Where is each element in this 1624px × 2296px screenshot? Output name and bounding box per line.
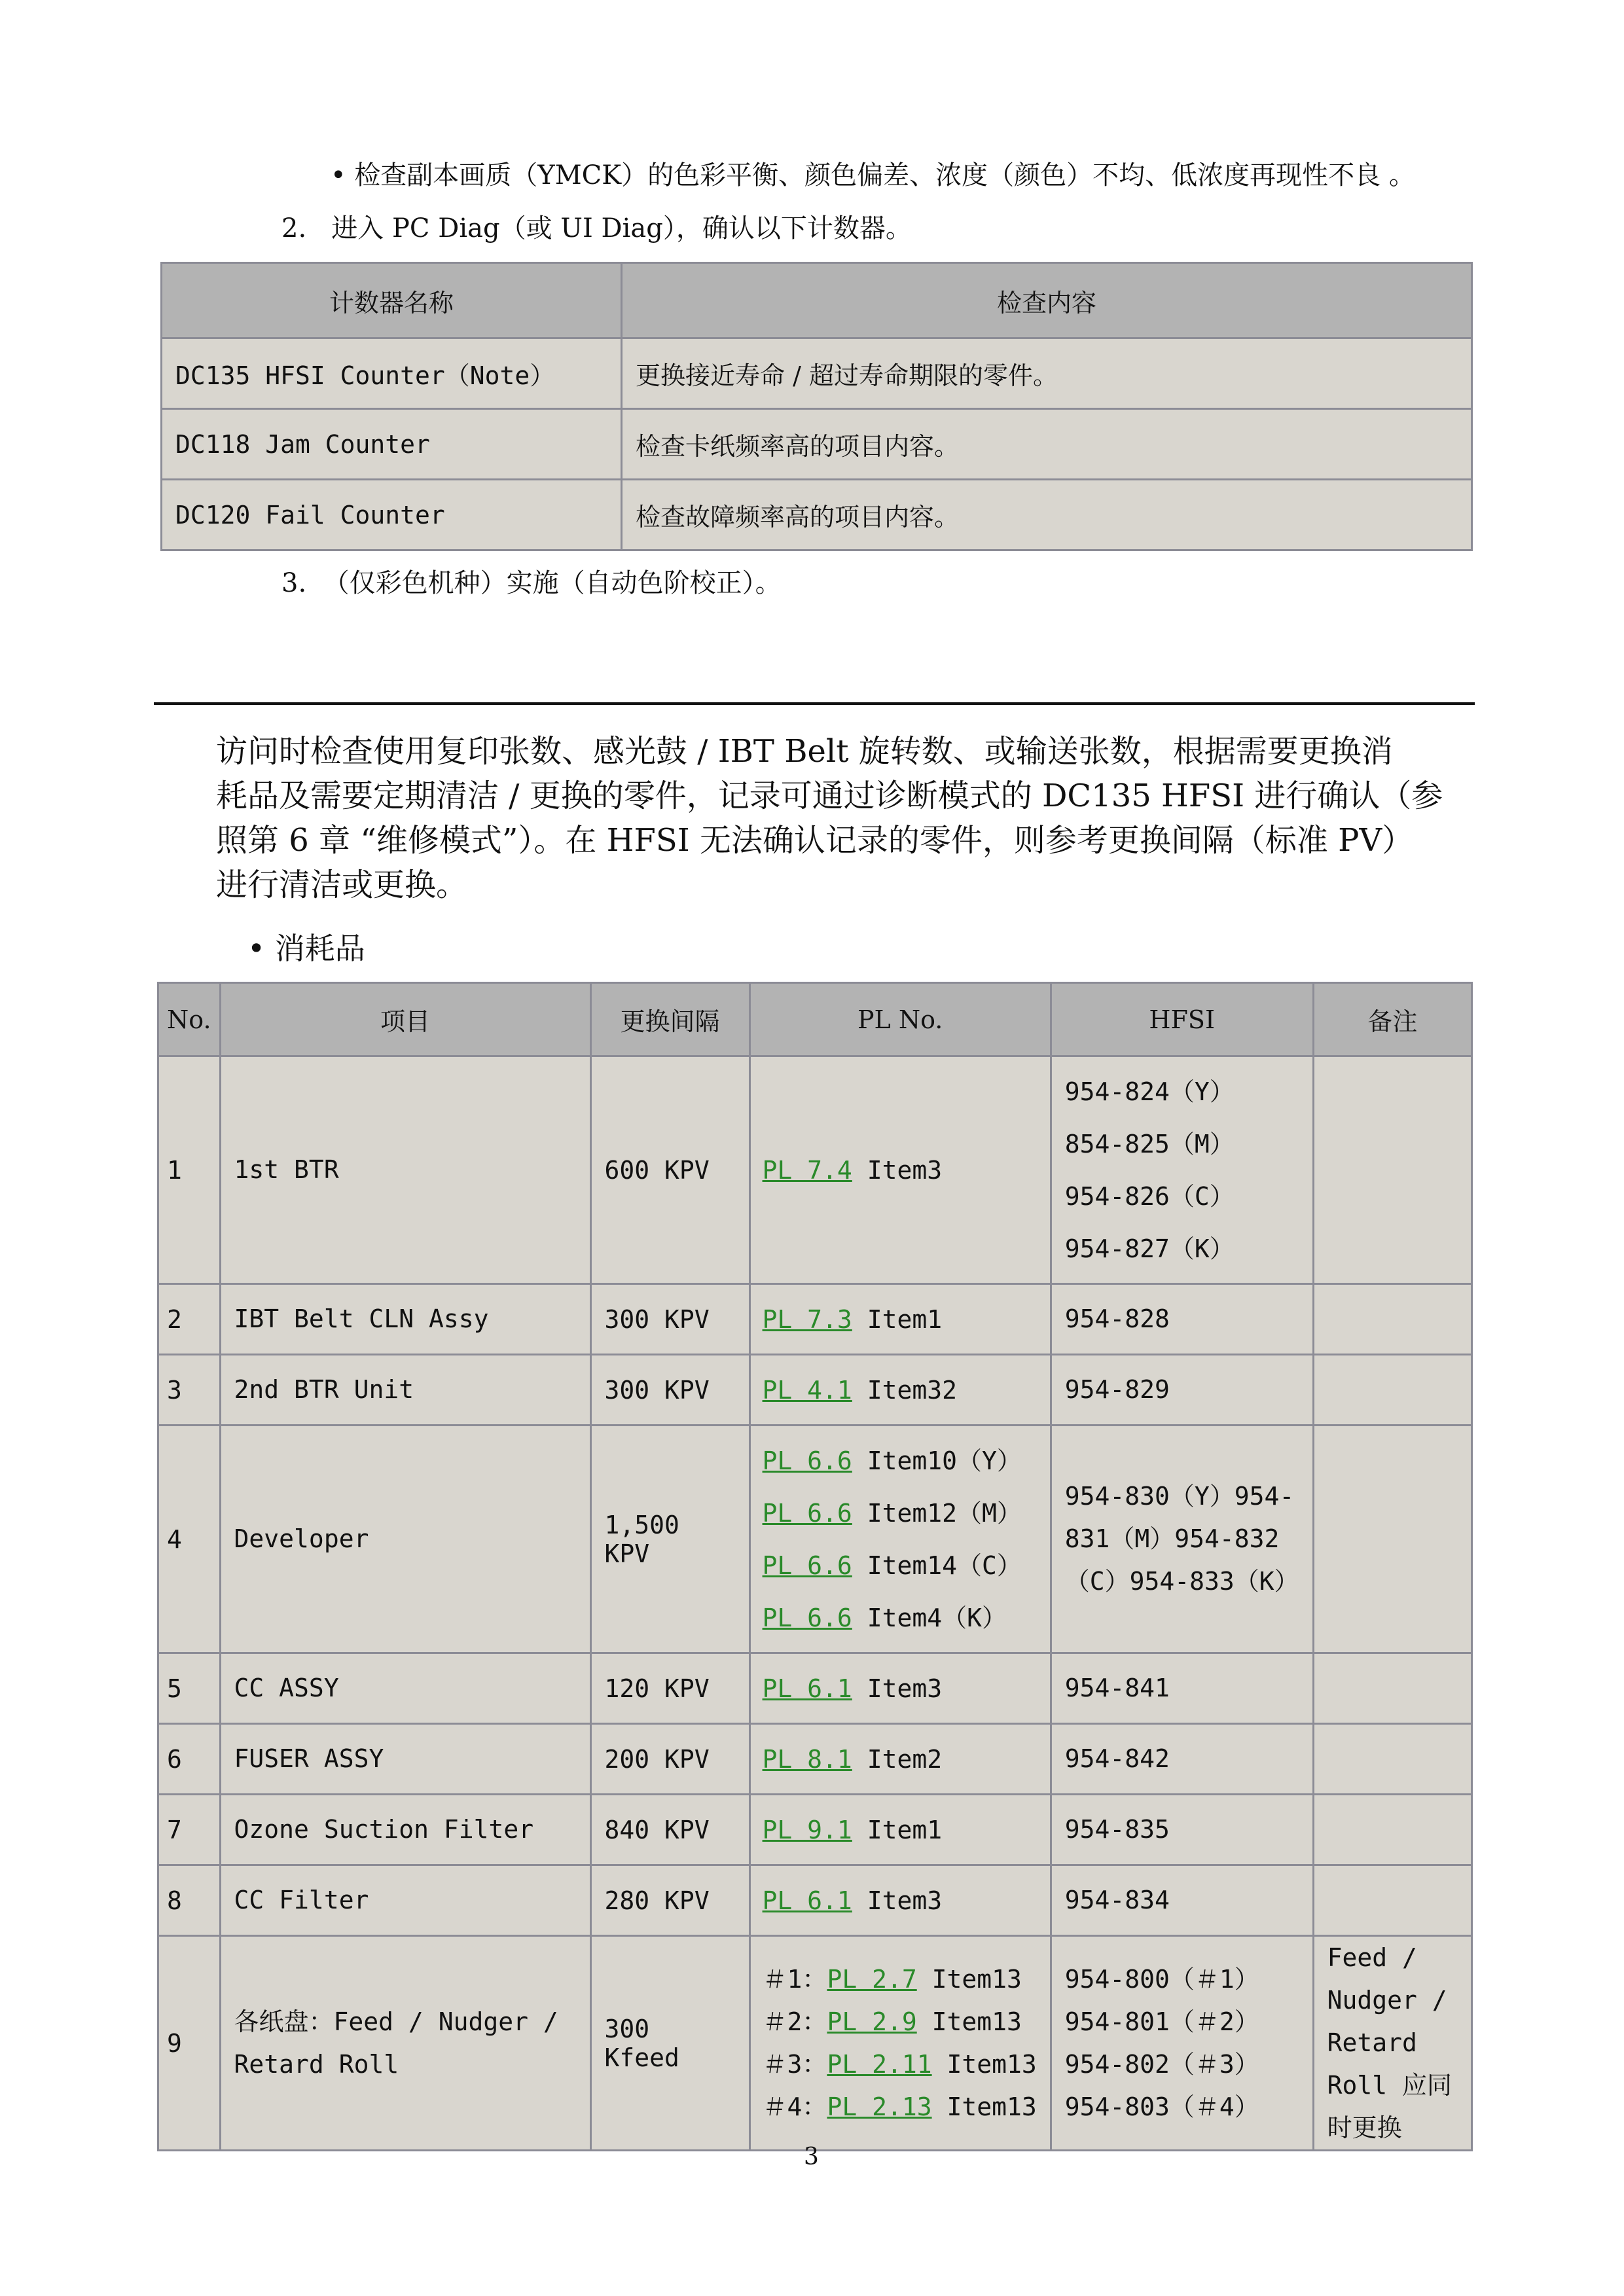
pl-line bbox=[763, 2086, 1037, 2128]
hfsi-code: 954-800（＃1） bbox=[1064, 1964, 1259, 1994]
row-item: Ozone Suction Filter bbox=[220, 1795, 590, 1865]
header-hfsi: HFSI bbox=[1051, 983, 1313, 1056]
row-pl-no bbox=[749, 1653, 1051, 1724]
pl-tray-prefix: ＃2： bbox=[762, 2007, 827, 2036]
quality-check-text: 检查副本画质（YMCK）的色彩平衡、颜色偏差、浓度（颜色）不均、低浓度再现性不良 。 bbox=[354, 160, 1415, 190]
consumable-row bbox=[158, 1865, 1472, 1936]
pl-item-ref: Item13 bbox=[931, 2049, 1037, 2079]
hfsi-code: 954-830（Y）954- bbox=[1064, 1482, 1295, 1511]
pl-line bbox=[763, 1874, 1037, 1927]
pl-link[interactable]: PL 2.7 bbox=[827, 1964, 917, 1994]
row-item: IBT Belt CLN Assy bbox=[220, 1284, 590, 1355]
consumables-body bbox=[158, 1056, 1472, 2151]
row-note: Feed / Nudger / Retard Roll 应同时更换 bbox=[1313, 1936, 1471, 2151]
pl-list bbox=[763, 1874, 1037, 1927]
row-note bbox=[1313, 1795, 1471, 1865]
row-interval: 600 KPV bbox=[590, 1056, 749, 1284]
row-note bbox=[1313, 1355, 1471, 1426]
pl-line bbox=[763, 1662, 1037, 1715]
pl-link[interactable]: PL 2.11 bbox=[827, 2049, 932, 2079]
paragraph-line-3: 照第 6 章 “维修模式”）。在 HFSI 无法确认记录的零件，则参考更换间隔（标准 PV） bbox=[216, 822, 1414, 859]
hfsi-list bbox=[1065, 1298, 1299, 1340]
row-note bbox=[1313, 1284, 1471, 1355]
pl-item-ref: Item1 bbox=[852, 1815, 943, 1844]
pl-item-ref: Item13 bbox=[931, 2092, 1037, 2121]
consumable-row bbox=[158, 1284, 1472, 1355]
row-item: 2nd BTR Unit bbox=[220, 1355, 590, 1426]
row-pl-no bbox=[749, 1865, 1051, 1936]
row-note bbox=[1313, 1426, 1471, 1653]
pl-link[interactable]: PL 6.6 bbox=[762, 1498, 852, 1528]
hfsi-code: 954-842 bbox=[1064, 1744, 1170, 1773]
pl-line bbox=[763, 1293, 1037, 1346]
pl-link[interactable]: PL 7.3 bbox=[762, 1304, 852, 1334]
row-no: 7 bbox=[158, 1795, 221, 1865]
row-interval: 120 KPV bbox=[590, 1653, 749, 1724]
hfsi-list bbox=[1065, 1958, 1299, 2128]
step-3: 3. （仅彩色机种）实施（自动色阶校正）。 bbox=[281, 568, 782, 598]
pl-item-ref: Item1 bbox=[852, 1304, 943, 1334]
pl-item-ref: Item13 bbox=[916, 1964, 1022, 1994]
row-note bbox=[1313, 1865, 1471, 1936]
consumable-row bbox=[158, 1795, 1472, 1865]
row-pl-no bbox=[749, 1355, 1051, 1426]
pl-item-ref: Item3 bbox=[852, 1155, 943, 1185]
row-note bbox=[1313, 1724, 1471, 1795]
counter-row-1-content: 更换接近寿命 / 超过寿命期限的零件。 bbox=[622, 338, 1472, 409]
consumables-bullet bbox=[247, 931, 365, 967]
pl-list bbox=[763, 1293, 1037, 1346]
pl-link[interactable]: PL 7.4 bbox=[762, 1155, 852, 1185]
pl-line bbox=[763, 1435, 1037, 1487]
hfsi-code: 954-802（＃3） bbox=[1064, 2049, 1259, 2079]
row-interval: 300 KPV bbox=[590, 1284, 749, 1355]
pl-list bbox=[763, 1733, 1037, 1785]
row-no: 6 bbox=[158, 1724, 221, 1795]
pl-tray-prefix: ＃1： bbox=[762, 1964, 827, 1994]
row-interval: 300 Kfeed bbox=[590, 1936, 749, 2151]
hfsi-list bbox=[1065, 1879, 1299, 1922]
consumable-row bbox=[158, 1653, 1472, 1724]
row-interval: 200 KPV bbox=[590, 1724, 749, 1795]
row-item: Developer bbox=[220, 1426, 590, 1653]
hfsi-code: （C）954-833（K） bbox=[1064, 1567, 1299, 1596]
row-hfsi bbox=[1051, 1355, 1313, 1426]
row-pl-no bbox=[749, 1426, 1051, 1653]
pl-line bbox=[763, 1733, 1037, 1785]
hfsi-code: 954-835 bbox=[1064, 1815, 1170, 1844]
pl-item-ref: Item3 bbox=[852, 1674, 943, 1703]
bullet-dot: • bbox=[247, 931, 266, 966]
counter-row-3-content: 检查故障频率高的项目内容。 bbox=[622, 480, 1472, 550]
header-note: 备注 bbox=[1313, 983, 1471, 1056]
hfsi-code: 954-841 bbox=[1064, 1674, 1170, 1702]
pl-item-ref: Item32 bbox=[852, 1375, 957, 1405]
pl-line bbox=[763, 1487, 1037, 1539]
row-hfsi bbox=[1051, 1795, 1313, 1865]
section-divider bbox=[154, 702, 1475, 705]
row-no: 1 bbox=[158, 1056, 221, 1284]
hfsi-list bbox=[1065, 1475, 1299, 1603]
row-no: 4 bbox=[158, 1426, 221, 1653]
pl-link[interactable]: PL 6.1 bbox=[762, 1886, 852, 1915]
quality-check-bullet bbox=[331, 160, 1415, 191]
hfsi-list bbox=[1065, 1667, 1299, 1710]
pl-list bbox=[763, 1804, 1037, 1856]
counter-row-2-content: 检查卡纸频率高的项目内容。 bbox=[622, 409, 1472, 480]
header-pl-no: PL No. bbox=[749, 983, 1051, 1056]
header-check-content: 检查内容 bbox=[622, 263, 1472, 338]
pl-link[interactable]: PL 6.6 bbox=[762, 1446, 852, 1475]
row-interval: 300 KPV bbox=[590, 1355, 749, 1426]
pl-item-ref: Item14（C） bbox=[852, 1551, 1022, 1580]
pl-item-ref: Item12（M） bbox=[852, 1498, 1022, 1528]
row-item: CC Filter bbox=[220, 1865, 590, 1936]
consumable-row bbox=[158, 1724, 1472, 1795]
paragraph-line-4: 进行清洁或更换。 bbox=[216, 867, 468, 903]
pl-line bbox=[763, 1539, 1037, 1592]
row-item: 1st BTR bbox=[220, 1056, 590, 1284]
pl-line bbox=[763, 1364, 1037, 1416]
row-hfsi bbox=[1051, 1936, 1313, 2151]
counter-table bbox=[160, 262, 1473, 551]
hfsi-list bbox=[1065, 1808, 1299, 1851]
row-pl-no bbox=[749, 1724, 1051, 1795]
row-pl-no bbox=[749, 1056, 1051, 1284]
hfsi-code: 954-826（C） bbox=[1064, 1181, 1235, 1211]
header-interval: 更换间隔 bbox=[590, 983, 749, 1056]
pl-line bbox=[763, 1804, 1037, 1856]
row-interval: 840 KPV bbox=[590, 1795, 749, 1865]
row-note bbox=[1313, 1653, 1471, 1724]
row-interval: 280 KPV bbox=[590, 1865, 749, 1936]
pl-link[interactable]: PL 8.1 bbox=[762, 1744, 852, 1774]
pl-line bbox=[763, 1144, 1037, 1196]
page-number: 3 bbox=[804, 2144, 819, 2170]
hfsi-list bbox=[1065, 1066, 1299, 1275]
row-hfsi bbox=[1051, 1724, 1313, 1795]
hfsi-code: 954-829 bbox=[1064, 1375, 1170, 1404]
step-2: 2. 进入 PC Diag（或 UI Diag），确认以下计数器。 bbox=[281, 213, 912, 243]
counter-row-1-name: DC135 HFSI Counter（Note） bbox=[162, 338, 622, 409]
hfsi-code: 954-824（Y） bbox=[1064, 1077, 1235, 1106]
hfsi-code: 954-827（K） bbox=[1064, 1234, 1235, 1263]
maintenance-paragraph bbox=[216, 729, 1443, 907]
counter-row-3-name: DC120 Fail Counter bbox=[162, 480, 622, 550]
hfsi-code: 954-834 bbox=[1064, 1886, 1170, 1914]
row-note bbox=[1313, 1056, 1471, 1284]
pl-list bbox=[763, 1662, 1037, 1715]
header-no: No. bbox=[158, 983, 221, 1056]
row-hfsi bbox=[1051, 1653, 1313, 1724]
pl-line bbox=[763, 2043, 1037, 2086]
pl-tray-prefix: ＃3： bbox=[762, 2049, 827, 2079]
row-hfsi bbox=[1051, 1056, 1313, 1284]
consumables-table bbox=[157, 982, 1473, 2151]
row-no: 3 bbox=[158, 1355, 221, 1426]
pl-link[interactable]: PL 9.1 bbox=[762, 1815, 852, 1844]
consumables-heading: 消耗品 bbox=[274, 931, 365, 966]
counter-row-2-name: DC118 Jam Counter bbox=[162, 409, 622, 480]
pl-line bbox=[763, 2001, 1037, 2043]
pl-list bbox=[763, 1364, 1037, 1416]
row-hfsi bbox=[1051, 1284, 1313, 1355]
row-no: 8 bbox=[158, 1865, 221, 1936]
pl-item-ref: Item4（K） bbox=[852, 1603, 1007, 1632]
hfsi-code: 954-828 bbox=[1064, 1304, 1170, 1333]
consumable-row bbox=[158, 1936, 1472, 2151]
pl-line bbox=[763, 1592, 1037, 1644]
pl-link[interactable]: PL 6.6 bbox=[762, 1551, 852, 1580]
pl-list bbox=[763, 1144, 1037, 1196]
pl-item-ref: Item10（Y） bbox=[852, 1446, 1022, 1475]
hfsi-list bbox=[1065, 1369, 1299, 1411]
pl-item-ref: Item3 bbox=[852, 1886, 943, 1915]
row-no: 2 bbox=[158, 1284, 221, 1355]
paragraph-line-2: 耗品及需要定期清洁 / 更换的零件，记录可通过诊断模式的 DC135 HFSI 进行确认（参 bbox=[216, 778, 1443, 814]
header-item: 项目 bbox=[220, 983, 590, 1056]
bullet-dot: • bbox=[331, 160, 346, 190]
pl-link[interactable]: PL 6.1 bbox=[762, 1674, 852, 1703]
hfsi-code: 854-825（M） bbox=[1064, 1129, 1235, 1158]
hfsi-list bbox=[1065, 1738, 1299, 1780]
pl-link[interactable]: PL 2.13 bbox=[827, 2092, 932, 2121]
consumable-row bbox=[158, 1056, 1472, 1284]
row-hfsi bbox=[1051, 1865, 1313, 1936]
hfsi-code: 954-803（＃4） bbox=[1064, 2092, 1259, 2121]
row-interval: 1,500 KPV bbox=[590, 1426, 749, 1653]
row-pl-no bbox=[749, 1936, 1051, 2151]
pl-tray-prefix: ＃4： bbox=[762, 2092, 827, 2121]
row-item: CC ASSY bbox=[220, 1653, 590, 1724]
hfsi-code: 954-801（＃2） bbox=[1064, 2007, 1259, 2036]
row-item: 各纸盘：Feed / Nudger / Retard Roll bbox=[220, 1936, 590, 2151]
pl-list bbox=[763, 1435, 1037, 1644]
row-no: 9 bbox=[158, 1936, 221, 2151]
pl-link[interactable]: PL 2.9 bbox=[827, 2007, 917, 2036]
row-item: FUSER ASSY bbox=[220, 1724, 590, 1795]
pl-line bbox=[763, 1958, 1037, 2001]
row-pl-no bbox=[749, 1284, 1051, 1355]
pl-link[interactable]: PL 4.1 bbox=[762, 1375, 852, 1405]
consumable-row bbox=[158, 1355, 1472, 1426]
pl-link[interactable]: PL 6.6 bbox=[762, 1603, 852, 1632]
row-no: 5 bbox=[158, 1653, 221, 1724]
hfsi-code: 831（M）954-832 bbox=[1064, 1524, 1280, 1553]
paragraph-line-1: 访问时检查使用复印张数、感光鼓 / IBT Belt 旋转数、或输送张数，根据需要更换消 bbox=[216, 733, 1393, 770]
pl-item-ref: Item13 bbox=[916, 2007, 1022, 2036]
row-hfsi bbox=[1051, 1426, 1313, 1653]
row-pl-no bbox=[749, 1795, 1051, 1865]
pl-list bbox=[763, 1958, 1037, 2128]
consumable-row bbox=[158, 1426, 1472, 1653]
pl-item-ref: Item2 bbox=[852, 1744, 943, 1774]
header-counter-name: 计数器名称 bbox=[162, 263, 622, 338]
